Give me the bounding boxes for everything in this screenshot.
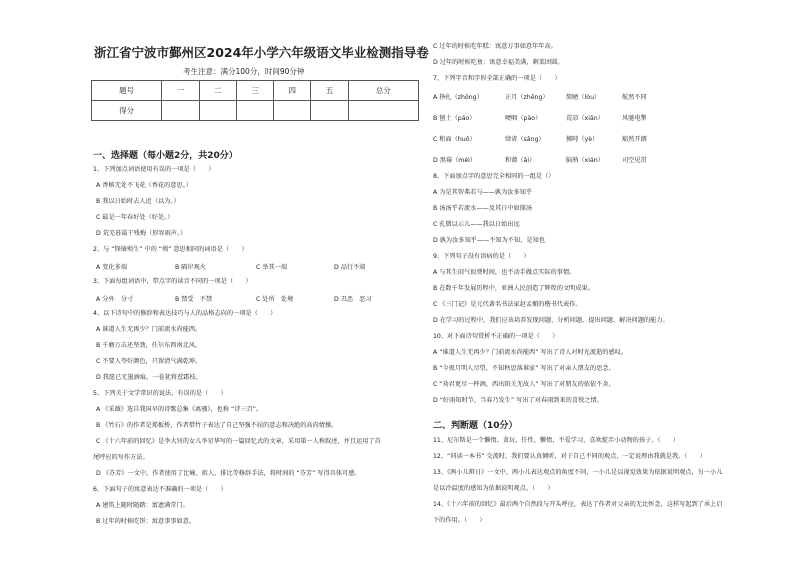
score-cell[interactable] [199, 101, 236, 121]
option: B 禁受 不禁 [175, 296, 213, 303]
score-row-label: 得分 [92, 101, 162, 121]
score-table-header-row [92, 81, 419, 101]
judge-question: 13、《两小儿辩日》一文中，两小儿表达观点的角度不同，一小儿是以视觉效果为依据说明观点，另一小儿 [433, 469, 723, 476]
option-word: 哽咽（pào） [505, 115, 542, 122]
option: C 不要人夸好颜色，只留清气满乾坤。 [96, 358, 202, 365]
option: A 为是其智弗若与——孰为汝多知乎 [433, 189, 533, 196]
option-word: 简陋（lòu） [566, 94, 601, 101]
option: D 在学习的过程中，我们应该培养发现问题、分析问题、提出问题、解决问题的能力。 [433, 317, 669, 324]
score-header-cell: 题号 [92, 81, 162, 101]
option: D 孰为汝多知乎——不知为不知，是知也 [433, 237, 545, 244]
option: C 过年的时候吃年糕：寓意万事如意年年高。 [433, 43, 557, 50]
score-header-cell: 三 [236, 81, 273, 101]
option: B 千磨万击还坚劲，任尔东西南北风。 [96, 342, 202, 349]
option: C 《十六年前的回忆》是李大钊的女儿李星华写的一篇回忆式的文章，采用第一人称叙述，并且运用了首 [96, 438, 381, 445]
option: D 黑莓（méi） [433, 157, 477, 164]
question-stem: 4、以下诗句中的修辞和表达技巧与人的品格志向的一项是（ ） [93, 310, 277, 317]
option: D 品行不端 [334, 264, 366, 271]
question-stem: 3、下面每组词语中，带点字的读音不同的一项是（ ） [93, 278, 252, 285]
option-word: 航然不同 [622, 94, 647, 101]
score-header-cell: 总分 [348, 81, 418, 101]
option-word: 司空见贯 [622, 157, 647, 164]
option: B 刨土（páo） [433, 115, 476, 122]
score-cell[interactable] [348, 101, 418, 121]
judge-question-continuation: 是以冷温度的感知为依据说明观点。（ ） [433, 485, 554, 492]
option: A 与其生闷气很费时间，也不动手做点实际的事情。 [433, 269, 576, 276]
score-cell[interactable] [311, 101, 348, 121]
question-stem: 7、下列字音和字形全部正确的一项是（ ） [433, 75, 561, 82]
option: A 建筑上随时随踏：富遮满堂门。 [96, 502, 189, 509]
option-word: 风驰电掣 [622, 115, 647, 122]
score-header-cell: 二 [199, 81, 236, 101]
option: C 孔微以示儿——我以日始出远 [433, 221, 520, 228]
option: A 变化多端 [96, 264, 127, 271]
judge-question: 12、“同读一本书” 交流时，我们要认真倾听，对于自己不同的观点，一定说理由我就是我。（ ） [433, 453, 707, 460]
option: B 隔岸观火 [175, 264, 206, 271]
option: B “今夜月明人尽望，不知秋思落谁家” 写出了对亲人朋友的思念。 [433, 365, 615, 372]
option-word: 掷吨（yè） [566, 136, 599, 143]
option: D 丑恶 恶习 [334, 296, 372, 303]
question-stem: 10、对下面诗句赏析不正确的一项是（ ） [433, 333, 559, 340]
question-stem: 9、下列句子没有语病的是（ ） [433, 253, 530, 260]
exam-notice: 考生注意：满分100分，时间90分钟 [183, 67, 305, 76]
page-title: 浙江省宁波市鄞州区2024年小学六年级语文毕业检测指导卷 [94, 45, 429, 60]
option: A 谁道人生无再少？门前流水尚能西。 [96, 326, 202, 333]
score-cell[interactable] [162, 101, 199, 121]
option-word: 脑熟（xián） [566, 157, 604, 164]
question-stem: 1、下列加点词语使用有误的一项是（ ） [93, 166, 215, 173]
score-table-score-row [92, 101, 419, 121]
option: D 荒芜暮霭干残梅（形容雨声。） [96, 230, 187, 237]
option: A 挣扎（zhōng） [433, 94, 483, 101]
judge-question: 11、尼尔斯是一个懒惰、贪玩、任性、懒惰，不爱学习，喜欢捉弄小动物的孩子。（ ） [433, 437, 680, 444]
question-stem: 8、下面加点字的意思完全相同的一组是（） [433, 173, 555, 180]
option: C 最是一年春好处（好处。） [96, 214, 174, 221]
question-stem: 2、与 “锋镝殒生” 中的 “殒” 意思相同的词语是（ ） [93, 246, 248, 253]
option-word: 正月（zhēng） [505, 94, 549, 101]
option: B 汤汤乎若流水——及其日中如探汤 [433, 205, 533, 212]
option: D 过年的时候吃鱼：寓意幸福美满，剩菜团圆。 [433, 59, 564, 66]
option: B 《竹石》的作者是郑板桥，作者借竹子表达了自己坚强不屈的意志和决绝的高尚情操。 [96, 422, 338, 429]
option: C 和面（huō） [433, 136, 476, 143]
option: A “谁道人生无再少？门前流水尚能西” 写出了诗人对时光流逝的感叹。 [433, 349, 628, 356]
score-cell[interactable] [236, 101, 273, 121]
judge-question-continuation: 下的作用。（ ） [433, 517, 486, 524]
option: C 举其一端 [256, 264, 288, 271]
option: A 香槟无处不飞花（香花的意思。） [96, 182, 192, 189]
option: A 分外 分寸 [96, 296, 134, 303]
score-header-cell: 五 [311, 81, 348, 101]
option-word: 和蔼（ǎi） [505, 157, 536, 164]
option-word: 荒凉（xiān） [566, 115, 604, 122]
question-stem: 5、下列关于文学常识的说法，有误的是（ ） [93, 390, 227, 397]
option: D 《芬芳》一文中，作者使用了比喻、拟人、排比等修辞手法，将时间的 “芬芳” 写得具体可感。 [96, 470, 361, 477]
option: D “好雨知时节，当春乃发生” 写出了对春雨到来的喜悦之情。 [433, 397, 603, 404]
question-stem: 6、下面句子的寓意表达不准确的一项是（ ） [93, 486, 227, 493]
option: C 处所 处境 [256, 296, 294, 303]
score-table [91, 80, 419, 121]
option-word: 豁然开朗 [622, 136, 647, 143]
judge-question: 14、《十六年前的回忆》最后两个自然段与开头呼应，表达了作者对父亲的无比怀念，这样写起到了承上启 [433, 501, 723, 508]
option: D 我愿已无墨滴痕，一卷犹将惹霜枝。 [96, 374, 202, 381]
score-header-cell: 一 [162, 81, 199, 101]
option: B 我以日始时去人近（以为。） [96, 198, 180, 205]
option: C “劝君更尽一杯酒，西出阳关无故人” 写出了对朋友的依依不舍。 [433, 381, 615, 388]
section-heading-judge: 二、判断题（10分） [433, 421, 518, 431]
option-word: 肆省（sǎng） [505, 136, 545, 143]
section-heading-choice: 一、选择题（每小题2分，共20分） [93, 151, 238, 161]
option-continuation: 尾呼应的写作方法。 [93, 454, 149, 461]
score-cell[interactable] [274, 101, 311, 121]
option: B 过年的时候吃饼：寓意事事如意。 [96, 518, 196, 525]
option: A 《采薇》选自我国早的诗歌总集《离骚》，也称 “诗三百”。 [96, 406, 263, 413]
score-header-cell: 四 [274, 81, 311, 101]
option: C 《三门记》是元代著名书法家赵孟頫的楷书代表作。 [433, 301, 582, 308]
option: B 在数千年发展历程中，亚洲人民创造了辉煌的文明成果。 [433, 285, 594, 292]
